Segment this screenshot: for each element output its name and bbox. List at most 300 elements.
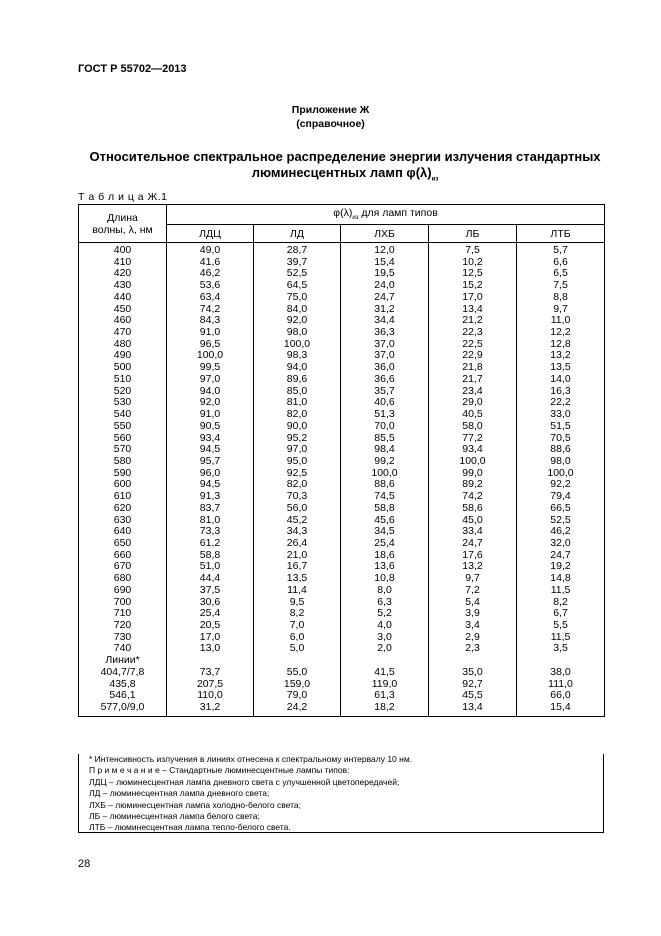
spectral-table [78, 204, 605, 717]
wavelength-cell: 570 [79, 444, 167, 456]
value-cell: 34,3 [254, 526, 341, 538]
value-cell: 28,7 [254, 243, 341, 257]
value-cell: 36,3 [341, 327, 429, 339]
value-cell: 13,0 [167, 643, 254, 655]
value-cell: 51,0 [167, 561, 254, 573]
value-cell: 66,5 [517, 503, 605, 515]
value-cell: 25,4 [167, 608, 254, 620]
column-header: ЛД [254, 225, 341, 243]
value-cell: 35,0 [429, 667, 517, 679]
value-cell: 61,2 [167, 538, 254, 550]
value-cell: 100,0 [341, 468, 429, 480]
value-cell: 7,0 [254, 620, 341, 632]
value-cell: 53,6 [167, 280, 254, 292]
value-cell: 84,3 [167, 315, 254, 327]
value-cell: 52,5 [254, 268, 341, 280]
value-cell: 79,4 [517, 491, 605, 503]
wavelength-cell: 670 [79, 561, 167, 573]
value-cell: 10,2 [429, 257, 517, 269]
table-row [79, 690, 605, 702]
value-cell: 94,5 [167, 444, 254, 456]
value-cell: 92,5 [254, 468, 341, 480]
value-cell: 58,0 [429, 421, 517, 433]
table-row [79, 632, 605, 644]
value-cell: 40,5 [429, 409, 517, 421]
value-cell: 99,0 [429, 468, 517, 480]
table-row [79, 550, 605, 562]
value-cell: 73,7 [167, 667, 254, 679]
value-cell: 15,2 [429, 280, 517, 292]
value-cell: 5,7 [517, 243, 605, 257]
value-cell: 6,6 [517, 257, 605, 269]
value-cell: 22,5 [429, 339, 517, 351]
value-cell: 100,0 [254, 339, 341, 351]
value-cell: 30,6 [167, 597, 254, 609]
value-cell: 3,4 [429, 620, 517, 632]
value-cell: 100,0 [517, 468, 605, 480]
value-cell: 91,0 [167, 409, 254, 421]
value-cell: 93,4 [429, 444, 517, 456]
table-row [79, 526, 605, 538]
value-cell: 70,3 [254, 491, 341, 503]
wavelength-cell: 530 [79, 397, 167, 409]
value-cell: 13,2 [517, 350, 605, 362]
column-header: ЛБ [429, 225, 517, 243]
value-cell: 75,0 [254, 292, 341, 304]
table-row [79, 257, 605, 269]
value-cell: 37,0 [341, 350, 429, 362]
value-cell: 8,0 [341, 585, 429, 597]
value-cell: 41,6 [167, 257, 254, 269]
value-cell: 45,0 [429, 515, 517, 527]
value-cell: 207,5 [167, 679, 254, 691]
value-cell: 74,2 [167, 304, 254, 316]
table-row [79, 304, 605, 316]
wavelength-cell: 490 [79, 350, 167, 362]
value-cell: 96,0 [167, 468, 254, 480]
value-cell: 2,9 [429, 632, 517, 644]
value-cell: 51,3 [341, 409, 429, 421]
wavelength-cell: 620 [79, 503, 167, 515]
wavelength-cell: 700 [79, 597, 167, 609]
value-cell: 24,7 [429, 538, 517, 550]
column-header: ЛТБ [517, 225, 605, 243]
value-cell: 89,2 [429, 479, 517, 491]
note-item: ЛХБ – люминесцентная лампа холодно-белого света; [89, 799, 301, 810]
value-cell: 45,2 [254, 515, 341, 527]
value-cell: 36,0 [341, 362, 429, 374]
wavelength-header-line2: волны, λ, нм [92, 223, 153, 236]
value-cell: 17,6 [429, 550, 517, 562]
wavelength-cell: 680 [79, 573, 167, 585]
value-cell: 98,4 [341, 444, 429, 456]
value-cell: 81,0 [254, 397, 341, 409]
value-cell: 98,0 [254, 327, 341, 339]
value-cell: 77,2 [429, 433, 517, 445]
table-row [79, 468, 605, 480]
note [89, 765, 603, 776]
table-row [79, 409, 605, 421]
value-cell: 98,0 [517, 456, 605, 468]
wavelength-cell: 430 [79, 280, 167, 292]
table-row [79, 315, 605, 327]
value-cell: 96,5 [167, 339, 254, 351]
value-cell: 34,5 [341, 526, 429, 538]
wavelength-cell: 740 [79, 643, 167, 655]
value-cell: 21,7 [429, 374, 517, 386]
wavelength-cell: 435,8 [79, 679, 167, 691]
lamp-types-header-sub: из [352, 215, 359, 222]
value-cell: 94,0 [167, 386, 254, 398]
value-cell: 41,5 [341, 667, 429, 679]
value-cell: 88,6 [341, 479, 429, 491]
table-label: Т а б л и ц а Ж.1 [78, 191, 168, 203]
wavelength-cell: 730 [79, 632, 167, 644]
value-cell: 24,7 [341, 292, 429, 304]
value-cell: 90,5 [167, 421, 254, 433]
value-cell: 22,9 [429, 350, 517, 362]
value-cell: 81,0 [167, 515, 254, 527]
value-cell: 13,4 [429, 702, 517, 716]
value-cell: 98,3 [254, 350, 341, 362]
value-cell: 21,0 [254, 550, 341, 562]
value-cell: 8,2 [254, 608, 341, 620]
wavelength-cell: 577,0/9,0 [79, 702, 167, 716]
value-cell: 13,5 [517, 362, 605, 374]
value-cell: 63,4 [167, 292, 254, 304]
value-cell: 16,7 [254, 561, 341, 573]
value-cell: 58,6 [429, 503, 517, 515]
note-items [89, 777, 603, 834]
value-cell: 97,0 [167, 374, 254, 386]
value-cell: 85,5 [341, 433, 429, 445]
table-row [79, 667, 605, 679]
wavelength-cell: 610 [79, 491, 167, 503]
value-cell: 3,9 [429, 608, 517, 620]
value-cell: 70,5 [517, 433, 605, 445]
value-cell: 12,2 [517, 327, 605, 339]
value-cell: 8,2 [517, 597, 605, 609]
value-cell: 12,8 [517, 339, 605, 351]
value-cell: 40,6 [341, 397, 429, 409]
wavelength-cell: 600 [79, 479, 167, 491]
value-cell: 20,5 [167, 620, 254, 632]
wavelength-cell: 460 [79, 315, 167, 327]
wavelength-cell: 720 [79, 620, 167, 632]
value-cell: 31,2 [341, 304, 429, 316]
table-row [79, 515, 605, 527]
wavelength-cell: 450 [79, 304, 167, 316]
table-notes [78, 754, 604, 833]
value-cell: 3,0 [341, 632, 429, 644]
value-cell: 70,0 [341, 421, 429, 433]
wavelength-cell: 560 [79, 433, 167, 445]
page-number: 28 [78, 858, 91, 870]
value-cell: 39,7 [254, 257, 341, 269]
table-row [79, 608, 605, 620]
title-subscript: из [431, 176, 439, 183]
value-cell: 110,0 [167, 690, 254, 702]
value-cell: 49,0 [167, 243, 254, 257]
column-header: ЛДЦ [167, 225, 254, 243]
value-cell: 92,0 [167, 397, 254, 409]
column-header: ЛХБ [341, 225, 429, 243]
wavelength-cell: 650 [79, 538, 167, 550]
value-cell: 74,5 [341, 491, 429, 503]
value-cell: 100,0 [429, 456, 517, 468]
value-cell: 13,4 [429, 304, 517, 316]
wavelength-cell: 540 [79, 409, 167, 421]
value-cell: 99,5 [167, 362, 254, 374]
value-cell: 33,4 [429, 526, 517, 538]
table-row [79, 479, 605, 491]
note-item: ЛБ – люминесцентная лампа белого света; [89, 811, 260, 822]
table-row [79, 444, 605, 456]
value-cell: 18,6 [341, 550, 429, 562]
value-cell: 58,8 [167, 550, 254, 562]
table-row [79, 503, 605, 515]
value-cell: 73,3 [167, 526, 254, 538]
value-cell: 19,5 [341, 268, 429, 280]
value-cell: 8,8 [517, 292, 605, 304]
wavelength-cell: 400 [79, 243, 167, 257]
value-cell: 95,0 [254, 456, 341, 468]
value-cell: 9,5 [254, 597, 341, 609]
wavelength-cell: 580 [79, 456, 167, 468]
note-label: П р и м е ч а н и е [89, 765, 160, 776]
value-cell: 85,0 [254, 386, 341, 398]
wavelength-cell: 510 [79, 374, 167, 386]
table-row [79, 655, 605, 667]
value-cell: 5,5 [517, 620, 605, 632]
value-cell: 14,0 [517, 374, 605, 386]
value-cell: 91,3 [167, 491, 254, 503]
value-cell: 92,0 [254, 315, 341, 327]
value-cell: 24,7 [517, 550, 605, 562]
value-cell: 6,5 [517, 268, 605, 280]
value-cell: 2,3 [429, 643, 517, 655]
value-cell: 6,0 [254, 632, 341, 644]
table-row [79, 386, 605, 398]
value-cell: 45,6 [341, 515, 429, 527]
value-cell: 93,4 [167, 433, 254, 445]
wavelength-cell: 470 [79, 327, 167, 339]
value-cell: 35,7 [341, 386, 429, 398]
table-row [79, 433, 605, 445]
lamp-types-header-symbol: φ(λ) [333, 207, 353, 220]
value-cell: 21,2 [429, 315, 517, 327]
value-cell: 22,3 [429, 327, 517, 339]
table-row [79, 561, 605, 573]
table-row [79, 397, 605, 409]
table-row [79, 350, 605, 362]
value-cell: 24,0 [341, 280, 429, 292]
page-title [70, 149, 620, 188]
wavelength-cell: 440 [79, 292, 167, 304]
value-cell: 9,7 [517, 304, 605, 316]
note-text: – Стандартные люминесцентные лампы типов: [159, 765, 350, 776]
value-cell: 13,5 [254, 573, 341, 585]
table-row [79, 280, 605, 292]
value-cell: 23,4 [429, 386, 517, 398]
value-cell: 89,6 [254, 374, 341, 386]
value-cell: 10,8 [341, 573, 429, 585]
wavelength-cell: 546,1 [79, 690, 167, 702]
value-cell: 5,4 [429, 597, 517, 609]
value-cell: 36,6 [341, 374, 429, 386]
table-row [79, 573, 605, 585]
value-cell: 100,0 [167, 350, 254, 362]
value-cell: 95,2 [254, 433, 341, 445]
value-cell: 11,4 [254, 585, 341, 597]
value-cell: 12,5 [429, 268, 517, 280]
lamp-types-header [167, 205, 605, 225]
value-cell: 3,5 [517, 643, 605, 655]
value-cell: 44,4 [167, 573, 254, 585]
value-cell: 26,4 [254, 538, 341, 550]
value-cell: 95,7 [167, 456, 254, 468]
value-cell: 31,2 [167, 702, 254, 716]
footnote: * Интенсивность излучения в линиях отнесена к спектральному интервалу 10 нм. [89, 754, 413, 764]
value-cell: 11,5 [517, 585, 605, 597]
title-line-2 [70, 165, 620, 188]
value-cell: 58,8 [341, 503, 429, 515]
wavelength-cell: 660 [79, 550, 167, 562]
value-cell: 159,0 [254, 679, 341, 691]
value-cell: 12,0 [341, 243, 429, 257]
value-cell: 32,0 [517, 538, 605, 550]
value-cell: 52,5 [517, 515, 605, 527]
wavelength-cell: 404,7/7,8 [79, 667, 167, 679]
wavelength-cell: 590 [79, 468, 167, 480]
value-cell: 61,3 [341, 690, 429, 702]
value-cell: 13,6 [341, 561, 429, 573]
value-cell: 6,3 [341, 597, 429, 609]
value-cell: 6,7 [517, 608, 605, 620]
value-cell: 88,6 [517, 444, 605, 456]
table-row [79, 585, 605, 597]
value-cell: 46,2 [517, 526, 605, 538]
value-cell: 79,0 [254, 690, 341, 702]
note-item: ЛТБ – люминесцентная лампа тепло-белого света. [89, 822, 291, 833]
value-cell: 66,0 [517, 690, 605, 702]
value-cell: 25,4 [341, 538, 429, 550]
value-cell: 29,0 [429, 397, 517, 409]
table-row [79, 679, 605, 691]
note-item: ЛД – люминесцентная лампа дневного света; [89, 788, 270, 799]
value-cell: 92,7 [429, 679, 517, 691]
value-cell: 37,0 [341, 339, 429, 351]
value-cell: 92,2 [517, 479, 605, 491]
value-cell: 5,0 [254, 643, 341, 655]
value-cell: 91,0 [167, 327, 254, 339]
value-cell: 2,0 [341, 643, 429, 655]
wavelength-cell: 690 [79, 585, 167, 597]
value-cell: 94,5 [167, 479, 254, 491]
wavelength-cell: 710 [79, 608, 167, 620]
value-cell: 46,2 [167, 268, 254, 280]
value-cell: 45,5 [429, 690, 517, 702]
value-cell: 4,0 [341, 620, 429, 632]
wavelength-cell: 520 [79, 386, 167, 398]
table-row [79, 538, 605, 550]
value-cell: 14,8 [517, 573, 605, 585]
value-cell: 97,0 [254, 444, 341, 456]
table-row [79, 597, 605, 609]
wavelength-cell: 500 [79, 362, 167, 374]
wavelength-header [79, 205, 167, 243]
table-row [79, 243, 605, 257]
table-row [79, 374, 605, 386]
document-id: ГОСТ Р 55702—2013 [78, 63, 187, 75]
value-cell: 9,7 [429, 573, 517, 585]
title-line-2-text: люминесцентных ламп φ(λ) [251, 165, 432, 180]
value-cell: 15,4 [341, 257, 429, 269]
value-cell: 5,2 [341, 608, 429, 620]
table-row [79, 339, 605, 351]
table-row [79, 620, 605, 632]
table-row [79, 327, 605, 339]
value-cell: 7,5 [429, 243, 517, 257]
value-cell: 94,0 [254, 362, 341, 374]
wavelength-cell: 640 [79, 526, 167, 538]
value-cell: 16,3 [517, 386, 605, 398]
value-cell: 11,5 [517, 632, 605, 644]
value-cell: 119,0 [341, 679, 429, 691]
table-row [79, 456, 605, 468]
value-cell: 90,0 [254, 421, 341, 433]
wavelength-cell: 410 [79, 257, 167, 269]
wavelength-cell: 630 [79, 515, 167, 527]
table-row [79, 702, 605, 716]
value-cell: 34,4 [341, 315, 429, 327]
value-cell: 111,0 [517, 679, 605, 691]
value-cell: 82,0 [254, 409, 341, 421]
value-cell: 21,8 [429, 362, 517, 374]
lamp-types-header-text: для ламп типов [358, 207, 438, 220]
note-item: ЛДЦ – люминесцентная лампа дневного света с улучшенной цветопередачей; [89, 776, 400, 787]
value-cell: 82,0 [254, 479, 341, 491]
wavelength-cell: 550 [79, 421, 167, 433]
wavelength-header-line1: Длина [107, 211, 138, 224]
value-cell: 99,2 [341, 456, 429, 468]
table-row [79, 421, 605, 433]
value-cell: 83,7 [167, 503, 254, 515]
table-row [79, 292, 605, 304]
value-cell: 7,5 [517, 280, 605, 292]
appendix-title: Приложение Ж [291, 104, 370, 116]
table-row [79, 643, 605, 655]
value-cell: 15,4 [517, 702, 605, 716]
wavelength-cell: 420 [79, 268, 167, 280]
value-cell: 17,0 [429, 292, 517, 304]
value-cell: 74,2 [429, 491, 517, 503]
table-row [79, 362, 605, 374]
value-cell: 13,2 [429, 561, 517, 573]
value-cell: 11,0 [517, 315, 605, 327]
value-cell: 22,2 [517, 397, 605, 409]
title-line-1: Относительное спектральное распределение энергии излучения стандартных [89, 149, 601, 164]
value-cell: 51,5 [517, 421, 605, 433]
appendix-subtitle: (справочное) [296, 118, 365, 130]
table-row [79, 491, 605, 503]
wavelength-cell: Линии* [79, 655, 167, 667]
value-cell: 18,2 [341, 702, 429, 716]
wavelength-cell: 480 [79, 339, 167, 351]
value-cell: 38,0 [517, 667, 605, 679]
table-row [79, 268, 605, 280]
value-cell: 56,0 [254, 503, 341, 515]
